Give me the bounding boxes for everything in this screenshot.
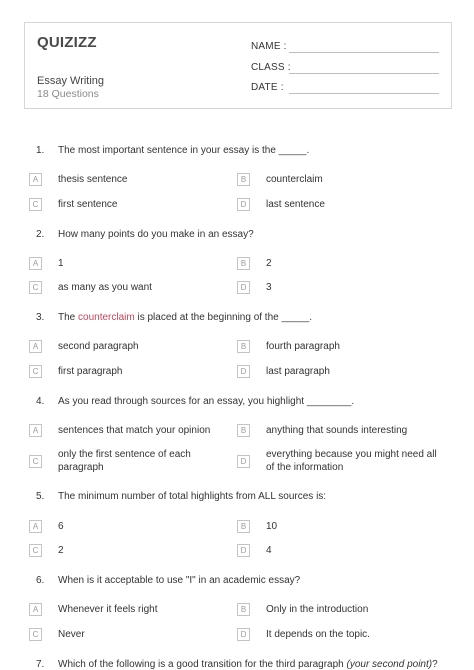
option-letter-box: D <box>237 544 250 557</box>
class-label: CLASS : <box>251 62 291 73</box>
option-letter-box: C <box>29 365 42 378</box>
option-text: everything because you might need all of the information <box>266 449 437 473</box>
question-number: 5. <box>36 491 45 502</box>
option-letter-box: A <box>29 603 42 616</box>
option-text: last sentence <box>266 199 325 210</box>
option-letter-box: C <box>29 198 42 211</box>
worksheet-header <box>24 22 452 109</box>
question-text-start: The <box>58 312 79 323</box>
option-text: last paragraph <box>266 366 330 377</box>
option-text: 2 <box>266 258 272 269</box>
question-number: 3. <box>36 312 45 323</box>
question-text <box>58 659 438 670</box>
option-letter-box: A <box>29 257 42 270</box>
option-letter-box: D <box>237 455 250 468</box>
italic-note: (your second point) <box>346 659 433 670</box>
option-text: 3 <box>266 282 272 293</box>
question-number: 6. <box>36 575 45 586</box>
date-label: DATE : <box>251 82 284 93</box>
option-text: sentences that match your opinion <box>58 425 211 436</box>
option-text: only the first sentence of each paragraph <box>58 449 191 473</box>
option-text: first paragraph <box>58 366 123 377</box>
option-letter-box: B <box>237 340 250 353</box>
option-letter-box: D <box>237 198 250 211</box>
option-text: 6 <box>58 521 64 532</box>
option-text: fourth paragraph <box>266 341 340 352</box>
date-field[interactable] <box>289 93 439 94</box>
question-number: 2. <box>36 229 45 240</box>
option-letter-box: A <box>29 173 42 186</box>
option-letter-box: B <box>237 424 250 437</box>
option-text: 4 <box>266 545 272 556</box>
option-text: Never <box>58 629 85 640</box>
option-letter-box: A <box>29 340 42 353</box>
question-text: The most important sentence in your essay is the _____. <box>58 145 310 156</box>
option-letter-box: A <box>29 520 42 533</box>
question-count: 18 Questions <box>37 88 99 100</box>
option-text: 2 <box>58 545 64 556</box>
question-text-end: is placed at the beginning of the _____. <box>134 312 313 323</box>
option-text: counterclaim <box>266 174 323 185</box>
question-text-end: ? <box>432 659 438 670</box>
option-letter-box: D <box>237 281 250 294</box>
option-text: first sentence <box>58 199 118 210</box>
option-letter-box: C <box>29 455 42 468</box>
worksheet-title: Essay Writing <box>37 75 105 87</box>
question-text: The minimum number of total highlights from ALL sources is: <box>58 491 327 502</box>
option-letter-box: B <box>237 257 250 270</box>
question-text: When is it acceptable to use "I" in an academic essay? <box>58 575 301 586</box>
option-letter-box: B <box>237 520 250 533</box>
question-number: 7. <box>36 659 45 670</box>
name-field[interactable] <box>289 52 439 53</box>
quizizz-logo: QUIZIZZ <box>37 34 97 51</box>
option-letter-box: C <box>29 281 42 294</box>
question-number: 1. <box>36 145 45 156</box>
option-text: 10 <box>266 521 278 532</box>
option-letter-box: B <box>237 173 250 186</box>
option-letter-box: D <box>237 365 250 378</box>
option-text: Only in the introduction <box>266 604 369 615</box>
option-letter-box: C <box>29 544 42 557</box>
option-letter-box: C <box>29 628 42 641</box>
option-letter-box: B <box>237 603 250 616</box>
question-text: How many points do you make in an essay? <box>58 229 254 240</box>
option-letter-box: A <box>29 424 42 437</box>
name-label: NAME : <box>251 41 287 52</box>
question-text <box>58 312 312 323</box>
option-text: second paragraph <box>58 341 139 352</box>
question-number: 4. <box>36 396 45 407</box>
option-text: 1 <box>58 258 64 269</box>
option-letter-box: D <box>237 628 250 641</box>
class-field[interactable] <box>289 73 439 74</box>
option-text: as many as you want <box>58 282 152 293</box>
option-text: anything that sounds interesting <box>266 425 408 436</box>
option-text: Whenever it feels right <box>58 604 158 615</box>
question-text: As you read through sources for an essay, you highlight ________. <box>58 396 355 407</box>
option-text: thesis sentence <box>58 174 128 185</box>
option-text: It depends on the topic. <box>266 629 370 640</box>
question-text-start: Which of the following is a good transition for the third paragraph <box>58 659 347 670</box>
highlighted-term: counterclaim <box>78 312 135 323</box>
